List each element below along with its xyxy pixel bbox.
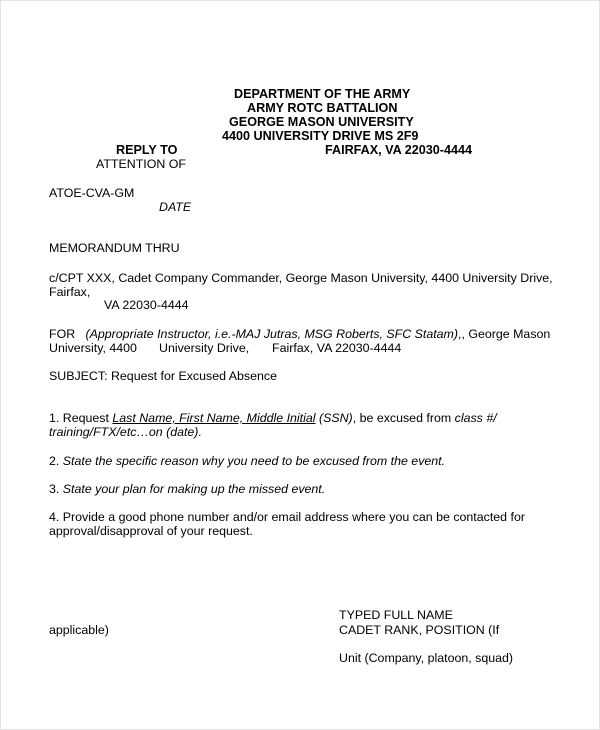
letterhead-city-state: FAIRFAX, VA 22030-4444 bbox=[325, 143, 472, 157]
for-address-part-2: University Drive, bbox=[159, 341, 250, 355]
paragraph-1-middle: , be excused from bbox=[352, 411, 455, 425]
paragraph-1-lead: 1. Request bbox=[49, 411, 113, 425]
reply-to-label: REPLY TO bbox=[116, 143, 178, 157]
paragraph-3-number: 3. bbox=[49, 482, 63, 496]
signature-unit: Unit (Company, platoon, squad) bbox=[339, 651, 514, 665]
thru-address-line-1: c/CPT XXX, Cadet Company Commander, George Mason University, 4400 University Drive, bbox=[49, 271, 553, 285]
letterhead-line-2: ARMY ROTC BATTALION bbox=[247, 101, 398, 115]
paragraph-1-line-1 bbox=[49, 411, 497, 425]
paragraph-1-class-placeholder: class #/ bbox=[454, 411, 497, 425]
paragraph-1-ssn-placeholder: (SSN) bbox=[315, 411, 353, 425]
paragraph-2 bbox=[49, 454, 445, 468]
for-line-1 bbox=[49, 327, 550, 341]
subject-line: SUBJECT: Request for Excused Absence bbox=[49, 369, 277, 383]
for-instructor-placeholder: (Appropriate Instructor, i.e.-MAJ Jutras, MSG Roberts, SFC Statam) bbox=[85, 327, 459, 341]
paragraph-2-number: 2. bbox=[49, 454, 63, 468]
paragraph-1-line-2: training/FTX/etc…on (date). bbox=[49, 425, 202, 439]
date-placeholder: DATE bbox=[159, 200, 192, 214]
paragraph-4-line-2: approval/disapproval of your request. bbox=[49, 524, 253, 538]
letterhead-line-3: GEORGE MASON UNIVERSITY bbox=[229, 115, 414, 129]
for-address-part-3: Fairfax, VA 22030-4444 bbox=[272, 341, 402, 355]
for-line-1-rest: ,, George Mason bbox=[458, 327, 551, 341]
paragraph-4-line-1: 4. Provide a good phone number and/or email address where you can be contacted for bbox=[49, 510, 525, 524]
memorandum-thru-label: MEMORANDUM THRU bbox=[49, 241, 180, 255]
office-symbol: ATOE-CVA-GM bbox=[49, 186, 135, 200]
thru-address-line-3: VA 22030-4444 bbox=[104, 298, 189, 312]
paragraph-3 bbox=[49, 482, 325, 496]
for-label: FOR bbox=[49, 327, 76, 341]
signature-rank-position: CADET RANK, POSITION (If bbox=[339, 623, 500, 637]
paragraph-3-text: State your plan for making up the missed event. bbox=[62, 482, 326, 496]
signature-applicable: applicable) bbox=[49, 623, 109, 637]
paragraph-2-text: State the specific reason why you need to be excused from the event. bbox=[62, 454, 446, 468]
attention-of-label: ATTENTION OF bbox=[96, 157, 186, 171]
paragraph-1-name-placeholder: Last Name, First Name, Middle Initial bbox=[112, 411, 316, 425]
for-address-part-1: University, 4400 bbox=[49, 341, 137, 355]
thru-address-line-2: Fairfax, bbox=[49, 285, 91, 299]
signature-typed-name: TYPED FULL NAME bbox=[339, 608, 453, 622]
letterhead-line-1: DEPARTMENT OF THE ARMY bbox=[234, 87, 411, 101]
letterhead-line-4: 4400 UNIVERSITY DRIVE MS 2F9 bbox=[222, 129, 419, 143]
